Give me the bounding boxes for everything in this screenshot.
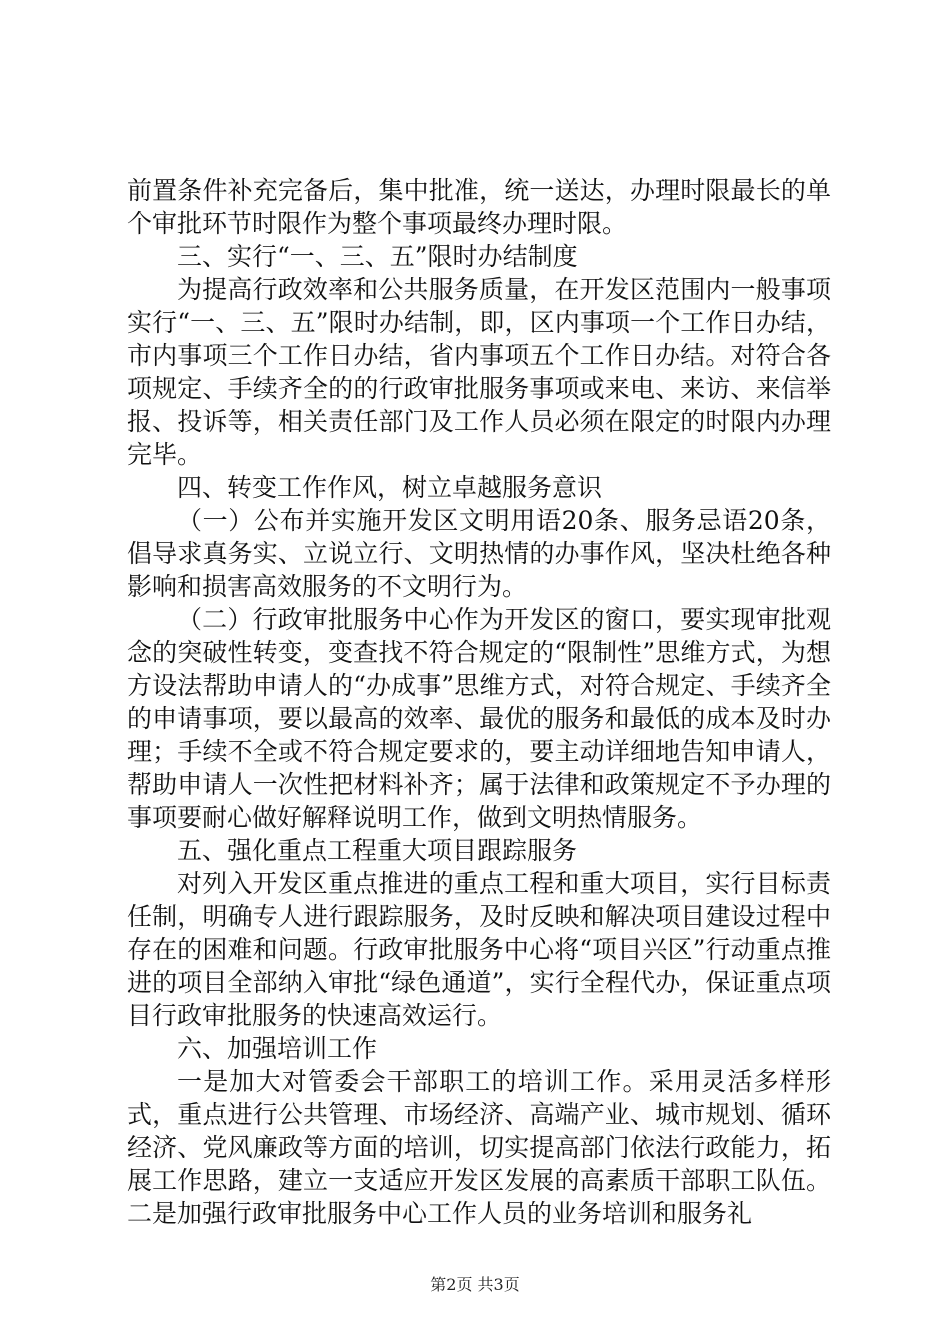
- paragraph: （二）行政审批服务中心作为开发区的窗口，要实现审批观念的突破性转变，变查找不符合规定的“限制性”思维方式，为想方设法帮助申请人的“办成事”思维方式，对符合规定、手续齐全的申请事项，要以最高的效率、最优的服务和最低的成本及时办理；手续不全或不符合规定要求的，要主动详细地告知申请人，帮助申请人一次性把材料补齐；属于法律和政策规定不予办理的事项要耐心做好解释说明工作，做到文明热情服务。: [127, 605, 831, 832]
- document-body: [127, 174, 831, 1230]
- paragraph: 为提高行政效率和公共服务质量，在开发区范围内一般事项实行“一、三、五”限时办结制，即，区内事项一个工作日办结，市内事项三个工作日办结，省内事项五个工作日办结。对符合各项规定、手续齐全的的行政审批服务事项或来电、来访、来信举报、投诉等，相关责任部门及工作人员必须在限定的时限内办理完毕。: [127, 275, 831, 469]
- paragraph: 一是加大对管委会干部职工的培训工作。采用灵活多样形式，重点进行公共管理、市场经济、高端产业、城市规划、循环经济、党风廉政等方面的培训，切实提高部门依法行政能力，拓展工作思路，建立一支适应开发区发展的高素质干部职工队伍。二是加强行政审批服务中心工作人员的业务培训和服务礼: [127, 1067, 831, 1228]
- section-heading-4: 四、转变工作作风，树立卓越服务意识: [177, 473, 603, 502]
- paragraph-continuation: 前置条件补充完备后，集中批准，统一送达，办理时限最长的单个审批环节时限作为整个事项最终办理时限。: [127, 176, 831, 238]
- section-heading-6: 六、加强培训工作: [177, 1034, 378, 1063]
- paragraph: 对列入开发区重点推进的重点工程和重大项目，实行目标责任制，明确专人进行跟踪服务，及时反映和解决项目建设过程中存在的困难和问题。行政审批服务中心将“项目兴区”行动重点推进的项目全部纳入审批“绿色通道”，实行全程代办，保证重点项目行政审批服务的快速高效运行。: [127, 869, 831, 1030]
- paragraph: （一）公布并实施开发区文明用语20条、服务忌语20条，倡导求真务实、立说立行、文明热情的办事作风，坚决杜绝各种影响和损害高效服务的不文明行为。: [127, 506, 831, 601]
- page-number-footer: 第2页 共3页: [430, 1275, 520, 1294]
- section-heading-3: 三、实行“一、三、五”限时办结制度: [177, 242, 578, 271]
- section-heading-5: 五、强化重点工程重大项目跟踪服务: [177, 836, 578, 865]
